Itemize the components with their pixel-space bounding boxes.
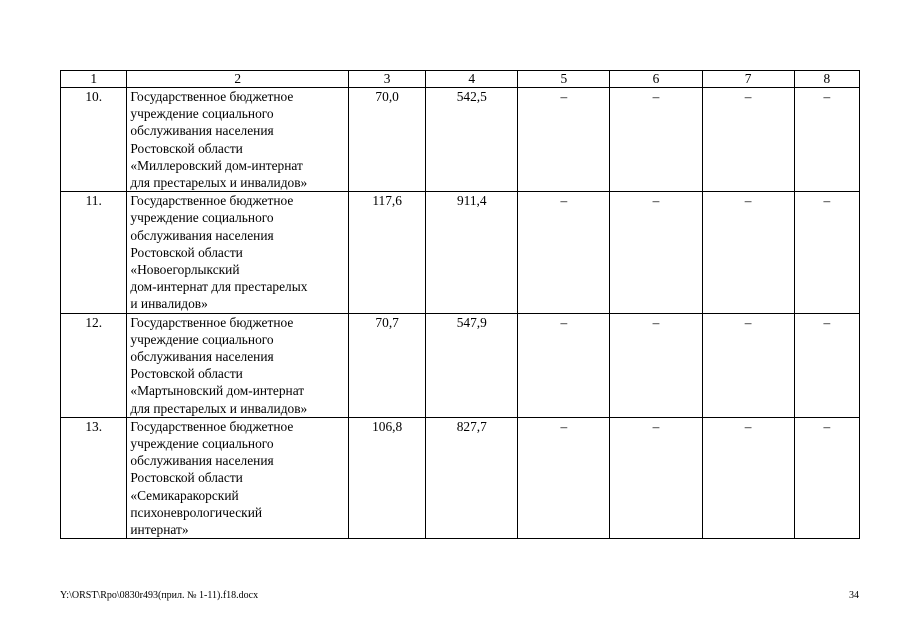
footer-file-path: Y:\ORST\Rpo\0830r493(прил. № 1-11).f18.docx xyxy=(60,590,259,601)
name-line: Государственное бюджетное xyxy=(130,314,294,330)
name-line: для престарелых и инвалидов» xyxy=(130,175,308,191)
col7-value: – xyxy=(702,192,794,313)
table-header-row xyxy=(61,71,860,88)
row-number: 12. xyxy=(61,313,127,417)
data-table xyxy=(60,70,860,539)
column-header: 2 xyxy=(127,71,349,88)
institution-name xyxy=(127,192,349,313)
name-line: «Семикаракорский xyxy=(130,487,239,503)
name-line: Государственное бюджетное xyxy=(130,418,294,434)
col4-value: 911,4 xyxy=(426,192,518,313)
col5-value: – xyxy=(518,88,610,192)
col7-value: – xyxy=(702,88,794,192)
institution-name xyxy=(127,88,349,192)
name-line: и инвалидов» xyxy=(130,296,208,312)
name-line: Ростовской области xyxy=(130,244,243,260)
name-line: учреждение социального xyxy=(130,331,274,347)
table-row xyxy=(61,417,860,538)
col8-value: – xyxy=(794,417,859,538)
table-row xyxy=(61,88,860,192)
col3-value: 117,6 xyxy=(349,192,426,313)
col3-value: 70,0 xyxy=(349,88,426,192)
name-line: дом-интернат для престарелых xyxy=(130,279,308,295)
col8-value: – xyxy=(794,88,859,192)
name-line: «Мартыновский дом-интернат xyxy=(130,383,305,399)
col4-value: 827,7 xyxy=(426,417,518,538)
col5-value: – xyxy=(518,192,610,313)
name-line: Ростовской области xyxy=(130,470,243,486)
name-line: учреждение социального xyxy=(130,436,274,452)
col6-value: – xyxy=(610,192,702,313)
column-header: 1 xyxy=(61,71,127,88)
row-number: 13. xyxy=(61,417,127,538)
name-line: Государственное бюджетное xyxy=(130,193,294,209)
col6-value: – xyxy=(610,313,702,417)
name-line: учреждение социального xyxy=(130,210,274,226)
column-header: 8 xyxy=(794,71,859,88)
column-header: 4 xyxy=(426,71,518,88)
col6-value: – xyxy=(610,417,702,538)
col3-value: 70,7 xyxy=(349,313,426,417)
page-number: 34 xyxy=(849,590,859,601)
col6-value: – xyxy=(610,88,702,192)
table-row xyxy=(61,313,860,417)
col3-value: 106,8 xyxy=(349,417,426,538)
name-line: «Новоегорлыкский xyxy=(130,262,240,278)
row-number: 11. xyxy=(61,192,127,313)
name-line: обслуживания населения xyxy=(130,453,274,469)
name-line: обслуживания населения xyxy=(130,349,274,365)
name-line: учреждение социального xyxy=(130,106,274,122)
col5-value: – xyxy=(518,313,610,417)
col7-value: – xyxy=(702,417,794,538)
column-header: 3 xyxy=(349,71,426,88)
name-line: «Миллеровский дом-интернат xyxy=(130,157,303,173)
name-line: Ростовской области xyxy=(130,366,243,382)
col4-value: 542,5 xyxy=(426,88,518,192)
name-line: для престарелых и инвалидов» xyxy=(130,400,308,416)
column-header: 5 xyxy=(518,71,610,88)
name-line: Государственное бюджетное xyxy=(130,89,294,104)
name-line: Ростовской области xyxy=(130,140,243,156)
col5-value: – xyxy=(518,417,610,538)
table-row xyxy=(61,192,860,313)
column-header: 6 xyxy=(610,71,702,88)
column-header: 7 xyxy=(702,71,794,88)
col4-value: 547,9 xyxy=(426,313,518,417)
name-line: обслуживания населения xyxy=(130,123,274,139)
col7-value: – xyxy=(702,313,794,417)
name-line: интернат» xyxy=(130,522,189,538)
name-line: обслуживания населения xyxy=(130,227,274,243)
col8-value: – xyxy=(794,313,859,417)
institution-name xyxy=(127,313,349,417)
name-line: психоневрологический xyxy=(130,504,263,520)
col8-value: – xyxy=(794,192,859,313)
institution-name xyxy=(127,417,349,538)
row-number: 10. xyxy=(61,88,127,192)
